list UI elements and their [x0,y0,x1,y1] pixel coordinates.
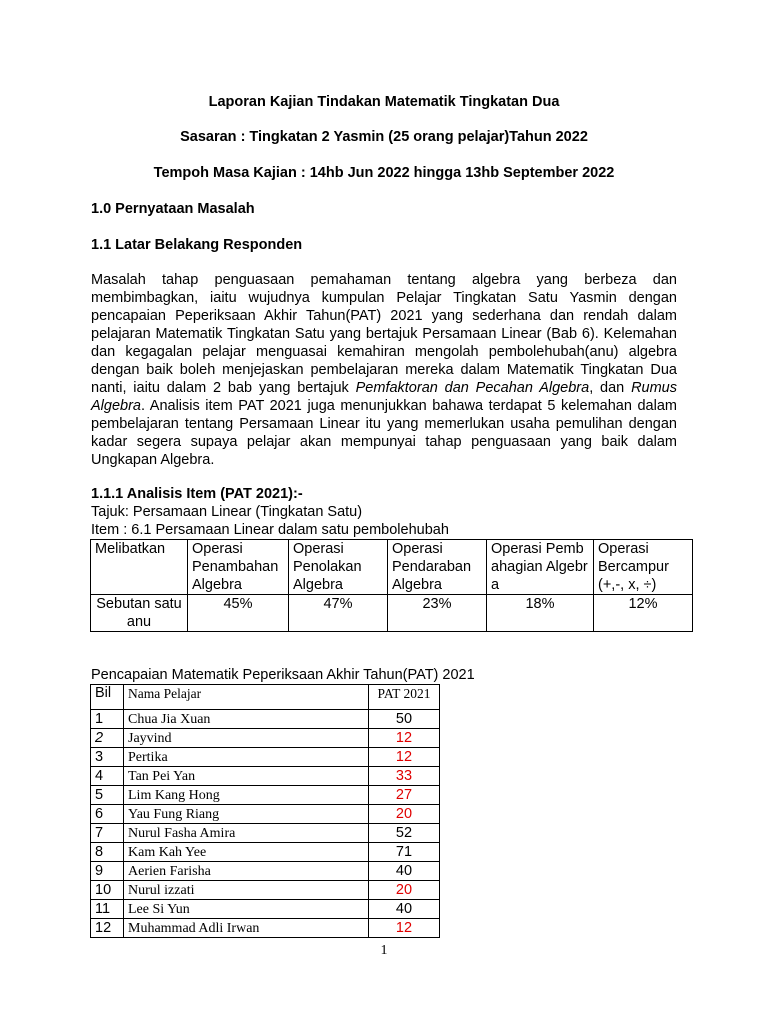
student-name: Jayvind [124,729,369,748]
item-row-label: Sebutan satu anu [91,595,188,632]
item-value-cell: 45% [188,595,289,632]
table-row [91,748,440,767]
paragraph-text-3: . Analisis item PAT 2021 juga menunjukkan bahawa terdapat 5 kelemahan dalam pembelajaran tentang Persamaan Linear itu yang memerlukan usaha pemulihan dengan kadar segera supaya pelajar akan mempunyai tahap penguasaan yang baik dalam Ungkapan Algebra. [91,398,677,468]
report-title: Laporan Kajian Tindakan Matematik Tingkatan Dua [208,94,560,110]
table-row [91,843,440,862]
student-score: 12 [369,919,440,938]
row-number: 2 [91,729,124,748]
item-header-cell: Operasi Bercampur (+,-, x, ÷) [594,540,693,595]
row-number: 10 [91,881,124,900]
paragraph-emphasis-1: Pemfaktoran dan Pecahan Algebra [355,380,590,396]
item-value-cell: 23% [388,595,487,632]
item-analysis-table [90,539,693,632]
student-score: 27 [369,786,440,805]
page-number: 1 [380,943,388,958]
student-score: 40 [369,862,440,881]
period-line: Tempoh Masa Kajian : 14hb Jun 2022 hingga 13hb September 2022 [153,165,615,181]
table-row [91,824,440,843]
item-header-cell: Operasi Pendaraban Algebra [388,540,487,595]
row-number: 6 [91,805,124,824]
section-heading-1: 1.0 Pernyataan Masalah [91,201,255,217]
table-row [91,805,440,824]
paragraph-emphasis-2: Rumus Algebra [91,380,677,414]
item-header-cell: Operasi Penambahan Algebra [188,540,289,595]
table-row [91,881,440,900]
table-row [91,900,440,919]
student-score: 33 [369,767,440,786]
item-table-value-row [91,595,693,632]
student-score: 12 [369,729,440,748]
student-name: Aerien Farisha [124,862,369,881]
item-header-cell: Operasi Penolakan Algebra [289,540,388,595]
table-row [91,919,440,938]
row-number: 3 [91,748,124,767]
table-row [91,767,440,786]
student-name: Nurul Fasha Amira [124,824,369,843]
student-name: Chua Jia Xuan [124,710,369,729]
item-value-cell: 12% [594,595,693,632]
student-name: Pertika [124,748,369,767]
row-number: 4 [91,767,124,786]
paragraph-text-1: Masalah tahap penguasaan pemahaman tentang algebra yang berbeza dan membimbagkan, iaitu wujudnya kumpulan Pelajar Tingkatan Satu Yasmin dengan pencapaian Peperiksaan Akhir Tahun(PAT) 2021 yang sederhana dan rendah dalam pelajaran Matematik Tingkatan Satu yang bertajuk Persamaan Linear (Bab 6). Kelemahan dan kegagalan pelajar menguasai kemahiran mengolah pembolehubah(anu) algebra dengan baik boleh menjejaskan pembelajaran mereka dalam Matematik Tingkatan Dua nanti, iaitu dalam 2 bab yang bertajuk [91,272,677,396]
row-number: 5 [91,786,124,805]
topic-line: Tajuk: Persamaan Linear (Tingkatan Satu) [91,504,363,520]
item-value-cell: 18% [487,595,594,632]
student-name: Lee Si Yun [124,900,369,919]
section-heading-1-1-1: 1.1.1 Analisis Item (PAT 2021):- [91,486,303,502]
student-score: 50 [369,710,440,729]
item-header-cell: Melibatkan [91,540,188,595]
table-row [91,786,440,805]
section-heading-1-1: 1.1 Latar Belakang Responden [91,237,303,253]
student-name: Kam Kah Yee [124,843,369,862]
row-number: 9 [91,862,124,881]
paragraph-text-2: , dan [589,380,632,396]
table-row [91,862,440,881]
student-score: 40 [369,900,440,919]
results-header-score: PAT 2021 [369,685,440,710]
row-number: 11 [91,900,124,919]
row-number: 1 [91,710,124,729]
item-header-cell: Operasi Pembahagian Algebra [487,540,594,595]
student-name: Yau Fung Riang [124,805,369,824]
results-header-bil: Bil [91,685,124,710]
student-score: 71 [369,843,440,862]
results-caption: Pencapaian Matematik Peperiksaan Akhir Tahun(PAT) 2021 [91,667,475,683]
table-row [91,710,440,729]
item-table-header-row [91,540,693,595]
student-name: Tan Pei Yan [124,767,369,786]
student-name: Nurul izzati [124,881,369,900]
student-score: 52 [369,824,440,843]
table-row [91,729,440,748]
background-paragraph [91,271,677,469]
results-header-row [91,685,440,710]
student-score: 12 [369,748,440,767]
results-header-name: Nama Pelajar [124,685,369,710]
row-number: 12 [91,919,124,938]
student-score: 20 [369,881,440,900]
results-table [90,684,440,938]
student-score: 20 [369,805,440,824]
student-name: Lim Kang Hong [124,786,369,805]
student-name: Muhammad Adli Irwan [124,919,369,938]
item-line: Item : 6.1 Persamaan Linear dalam satu pembolehubah [91,522,449,538]
target-line: Sasaran : Tingkatan 2 Yasmin (25 orang pelajar)Tahun 2022 [180,129,588,145]
item-value-cell: 47% [289,595,388,632]
row-number: 7 [91,824,124,843]
row-number: 8 [91,843,124,862]
